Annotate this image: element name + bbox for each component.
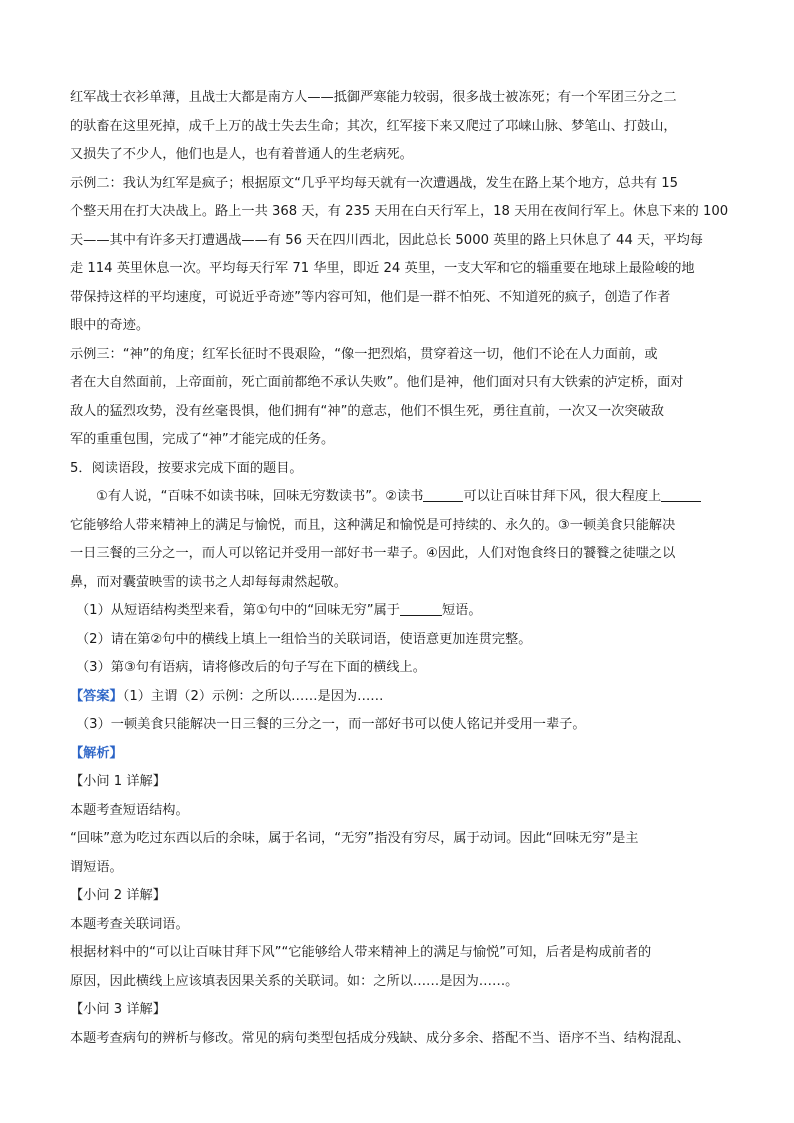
fill-blank [400,601,442,616]
fill-blank [423,487,463,502]
text-line: 红军战士衣衫单薄，且战士大都是南方人——抵御严寒能力较弱，很多战士被冻死；有一个军团三分之二 [70,90,677,105]
text-line: 眼中的奇迹。 [70,318,150,333]
detail-heading: 【小问 1 详解】 [70,774,166,789]
passage-line: 它能够给人带来精神上的满足与愉悦，而且，这种满足和愉悦是可持续的、永久的。③一顿美食只能解决 [70,517,676,533]
text-line: 本题考查关联词语。 [70,916,189,932]
sub-question-2: （2）请在第②句中的横线上填上一组恰当的关联词语，使语意更加连贯完整。 [76,631,532,647]
text-line: 敌人的猛烈攻势，没有丝毫畏惧，他们拥有“神”的意志，他们不惧生死，勇往直前，一次又一次突破敌 [70,403,664,419]
detail-heading: 【小问 2 详解】 [70,888,166,903]
passage-line: 鼻，而对囊萤映雪的读书之人却每每肃然起敬。 [70,574,347,590]
passage-text: ①有人说，“百味不如读书味，回味无穷数读书”。②读书 [96,489,424,504]
text-line: 带保持这样的平均速度，可说近乎奇迹”等内容可知，他们是一群不怕死、不知道死的疯子，创造了作者 [70,289,671,305]
text-line: 本题考查短语结构。 [70,802,189,818]
answer-line [70,683,730,712]
sub-question-1 [70,597,730,626]
text-line: 天——其中有许多天打遭遇战——有 56 天在四川西北，因此总长 5000 英里的路上只休息了 44 天，平均每 [70,232,703,248]
text-line: 又损失了不少人，他们也是人，也有着普通人的生老病死。 [70,147,413,162]
answer-text: （1）主谓（2）示例：之所以……是因为…… [122,688,384,704]
text-line: 者在大自然面前，上帝面前，死亡面前都绝不承认失败”。他们是神，他们面对只有大铁索的泸定桥，面对 [70,375,684,390]
text-line: 个整天用在打大决战上。路上一共 368 天，有 235 天用在白天行军上，18 天用在夜间行军上。休息下来的 100 [70,204,729,219]
text-line: 本题考查病句的辨析与修改。常见的病句类型包括成分残缺、成分多余、搭配不当、语序不当、结构混乱、 [70,1030,690,1046]
passage-line [70,483,730,512]
question-title: 5．阅读语段，按要求完成下面的题目。 [70,460,303,476]
answer-line: （3）一顿美食只能解决一日三餐的三分之一，而一部好书可以使人铭记并受用一辈子。 [76,717,586,732]
detail-heading: 【小问 3 详解】 [70,1002,166,1017]
analysis-label: 【解析】 [70,745,123,761]
sub-question-3: （3）第③句有语病，请将修改后的句子写在下面的横线上。 [76,660,426,675]
answer-label: 【答案】 [70,688,123,704]
passage-text: 可以让百味甘拜下风，很大程度上 [463,489,662,504]
text-line: 示例三：“神”的角度；红军长征时不畏艰险，“像一把烈焰，贯穿着这一切，他们不论在人力面前，或 [70,346,658,362]
text-line: 军的重重包围，完成了“神”才能完成的任务。 [70,432,335,447]
sub-question-text: （1）从短语结构类型来看，第①句中的“回味无穷”属于 [76,603,400,618]
text-line: 示例二：我认为红军是疯子；根据原文“几乎平均每天就有一次遭遇战，发生在路上某个地方，总共有 15 [70,175,679,191]
document-page [70,84,730,1053]
text-line: 走 114 英里休息一次。平均每天行军 71 华里，即近 24 英里，一支大军和它的辎重要在地球上最险峻的地 [70,261,695,276]
text-line: 谓短语。 [70,859,123,875]
fill-blank [661,487,701,502]
sub-question-text: 短语。 [442,603,482,618]
text-line: “回味”意为吃过东西以后的余味，属于名词，“无穷”指没有穷尽，属于动词。因此“回味无穷”是主 [70,831,639,846]
text-line: 根据材料中的“可以让百味甘拜下风”“它能够给人带来精神上的满足与愉悦”可知，后者是构成前者的 [70,945,652,960]
passage-line: 一日三餐的三分之一，而人可以铭记并受用一部好书一辈子。④因此，人们对饱食终日的饕餮之徒嗤之以 [70,546,676,561]
text-line: 的驮畜在这里死掉，成千上万的战士失去生命；其次，红军接下来又爬过了邛崃山脉、梦笔山、打鼓山， [70,118,677,134]
text-line: 原因，因此横线上应该填表因果关系的关联词。如：之所以……是因为……。 [70,973,519,989]
